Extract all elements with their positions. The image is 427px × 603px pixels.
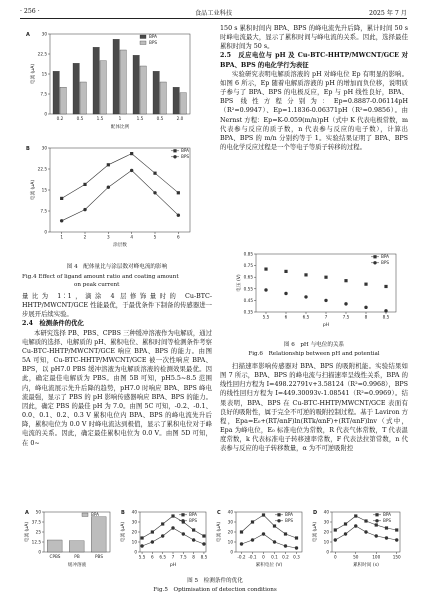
bar [91,517,106,552]
fig4-caption-en [22,274,212,289]
y-tick-label: 10 [227,539,233,545]
legend-label: BPS [181,154,190,159]
y-tick-label: 20 [131,529,137,535]
data-point [107,186,110,189]
y-tick-label: 30 [41,145,47,151]
data-point [324,299,327,302]
y-tick-label: 0 [38,549,41,555]
legend-label: BPA [91,512,99,517]
x-tick-label: 150 [392,554,401,560]
bar [120,50,126,114]
legend-label: BPS [285,518,294,523]
bar [80,82,86,114]
x-axis-label: 累积电位 (V) [255,563,283,568]
data-point [364,283,367,286]
y-tick-label: 37.5 [31,519,41,525]
y-axis-label: 电流 (μA) [25,521,30,543]
data-point [107,163,110,166]
legend-label: BPA [189,512,197,517]
data-point [264,267,267,270]
x-tick-label: 6 [176,234,180,240]
bar [100,61,106,114]
panel-label: B [121,510,125,516]
bar [53,71,59,114]
x-tick-label: 1.5 [136,116,144,121]
data-point [364,519,367,522]
data-point [284,544,287,547]
data-point [153,191,156,194]
x-tick-label: 5.5 [138,554,146,560]
data-point [304,295,307,298]
data-point [173,155,176,158]
x-tick-label: 7.5 [342,314,350,320]
legend-label: BPA [285,512,293,517]
data-point [151,530,154,533]
bar [73,63,79,114]
data-point [295,536,298,539]
fig5-panel-b [118,506,210,572]
x-tick-label: 7.5 [179,554,187,560]
y-tick-label: 7.5 [40,91,47,97]
data-point [284,270,287,273]
y-tick-label: 0.75 [243,263,253,269]
y-tick-label: 40 [131,509,137,515]
x-tick-label: 50 [353,554,359,560]
data-point [375,513,378,516]
y-tick-label: 10 [323,539,329,545]
y-axis-label: 电流 (μA) [217,521,222,543]
x-tick-label: CPBS [49,554,61,559]
fig4-panel-b [22,140,212,258]
data-point [177,214,180,217]
data-point [171,526,174,529]
data-point [130,169,133,172]
data-point [140,536,143,539]
x-tick-label: 6.5 [159,554,167,560]
y-tick-label: 0.55 [243,286,253,292]
data-point [202,542,205,545]
x-tick-label: 1.5 [96,116,104,121]
x-tick-label: 8.5 [200,554,208,560]
y-tick-label: 50 [35,509,41,515]
data-point [153,172,156,175]
y-tick-label: 30 [227,519,233,525]
paragraph: 量比为 1∶1，滴涂 4 层修饰量时的 Cu-BTC-HHTP/MWCNT/GCE 性能最优，于最优条件下制备的传感器进一步展开后续实验。 [22,293,212,319]
data-point [375,534,378,537]
plot-frame [50,148,190,232]
data-point [171,514,174,517]
y-tick-label: 30 [131,519,137,525]
data-point [251,538,254,541]
fig6-caption-cn: 图 6 pH 与电位的关系 [283,342,345,348]
x-tick-label: 100 [372,554,381,560]
panel-label: B [26,146,30,152]
data-point [181,519,184,522]
x-axis-label: 配体比例 [110,125,130,130]
y-tick-label: 0 [44,111,47,117]
data-point [344,302,347,305]
legend-swatch [140,35,146,39]
y-tick-label: 10 [131,539,137,545]
x-tick-label: PB [74,554,80,559]
fig4-panel-a [22,26,212,141]
data-point [251,520,254,523]
data-point [304,273,307,276]
data-point [354,514,357,517]
panel-label: A [26,32,30,38]
paragraph: 150 s 累积时间内 BPA、BPS 的峰电流先升后降，累计时间 50 s 时峰电流最大，显示了累积时间与峰电流的关系。因此，选择最佳累积时间为 50 s。 [220,25,408,51]
x-tick-label: 2 [83,234,87,240]
paragraph: 扫描速率影响传感器对 BPA、BPS 的吸附机能。实验结果如图 7 所示，BPA、BPS 的峰电流与扫描速率呈线性关系，BPA 的线性回归方程为 I=498.22791v+3.58124（R²=0.9968），BPS 的线性回归方程为 I=449.30093v-1.08541（R²=0.9969）。结果表明，BPA、BPS 在 Cu-BTC-HHTP/MWCNT/GCE 表面有良好的吸附性，属于完全不可逆的吸附控制过程。基于 Laviron 方程，Epa=E₀+(RT/αnF)ln(RTk/αnF)+(RT/αnF)lnv（式中，Epa 为峰电位，E₀ 标准电位为常数，R 代表气体常数，T 代表温度常数，k 代表标准电子转移速率常数，F 代表法拉第常数，n 代表参与反应的电子转移数量，α 为不可逆吸附控 [220,363,408,453]
y-tick-label: 0.45 [243,297,253,303]
legend-label: BPS [383,518,392,523]
panel-label: A [25,510,29,516]
y-axis-label: 电流 (μA) [31,179,36,201]
legend-label: BPA [383,512,391,517]
data-point [375,519,378,522]
y-axis-label: 电流 (μA) [313,521,318,543]
issue-date: 2025 年 7 月 [369,10,407,17]
x-tick-label: 0 [333,554,337,560]
data-point [375,523,378,526]
y-axis-label: 电压 (V) [237,274,242,292]
data-point [344,522,347,525]
data-point [273,524,276,527]
data-point [373,261,376,264]
x-tick-label: 4 [130,234,134,240]
data-point [284,292,287,295]
x-tick-label: 0.5 [76,116,84,121]
data-point [385,536,388,539]
data-point [277,513,280,516]
y-tick-label: 0.85 [243,251,253,257]
bar [173,87,179,114]
y-tick-label: 22.5 [37,51,47,57]
data-point [395,528,398,531]
y-tick-label: 0 [134,549,137,555]
bar [160,82,166,114]
data-point [384,309,387,312]
fig5-panel-d [310,506,406,572]
x-tick-label: 0.2 [56,116,64,121]
x-tick-label: 8 [192,554,195,560]
bar [69,541,84,552]
bar [140,66,146,114]
data-point [83,208,86,211]
section-heading: 2.5 反应电位与 pH 及 Cu-BTC-HHTP/MWCNT/GCE 对 BPA、BPS 的电化学行为表征 [220,52,408,69]
paragraph: 实验研究表明电解质溶液的 pH 对峰电位 Ep 有明显的影响。如图 6 所示，Ep 随着电解质溶液的 pH 的增加而负位移，说明质子参与了 BPA、BPS 的电极反应，Ep 与 pH 线性良好，BPA、BPS 线性方程分别为：Ep=0.8887-0.06114pH（R²=0.9947）、Ep=1.1836-0.06371pH（R²=0.9856）。由 Nernst 方程：Ep=K-0.059(m/n)pH（式中 K 代表电极常数，m 代表参与反应的质子数，n 代表参与反应的电子数），计算出 BPA、BPS 的 m/n 分别约等于 1。实验结果证明了 BPA、BPS 的电化学反应过程是一个等电子等质子转移的过程。 [220,70,408,152]
x-tick-label: 8 [364,314,368,320]
y-tick-label: 15 [41,187,47,193]
page-header [20,6,407,19]
bar [180,93,186,114]
data-point [384,285,387,288]
data-point [161,522,164,525]
y-tick-label: 20 [323,529,329,535]
x-tick-label: 3 [106,234,110,240]
y-tick-label: 40 [323,509,329,515]
data-point [161,534,164,537]
fig4-caption-en-line: Fig.4 Effect of ligand amount ratio and coating amount [22,274,179,280]
y-tick-label: 20 [227,529,233,535]
data-point [192,538,195,541]
y-tick-label: 0 [230,549,233,555]
data-point [334,528,337,531]
data-point [277,519,280,522]
x-tick-label: 7 [324,314,328,320]
bar [153,71,159,114]
y-tick-label: 7.5 [40,208,47,214]
y-tick-label: 12.5 [31,539,41,545]
x-tick-label: 0.1 [271,554,278,560]
fig5-caption-cn: 图 5 检测条件的优化 [187,578,243,584]
data-point [344,532,347,535]
right-column-text-top [220,24,408,246]
x-axis-label: pH [322,323,330,328]
section-heading: 2.4 检测条件的优化 [22,320,84,328]
x-axis-label: pH [169,563,177,568]
data-point [264,288,267,291]
x-tick-label: 6 [284,314,288,320]
data-point [262,513,265,516]
data-point [130,152,133,155]
data-point [364,306,367,309]
bar [93,47,99,114]
data-point [192,528,195,531]
data-point [202,534,205,537]
data-point [344,279,347,282]
legend-label: BPS [189,518,198,523]
y-tick-label: 0.35 [243,309,253,315]
y-tick-label: 22.5 [37,166,47,172]
x-tick-label: 5 [153,234,157,240]
x-tick-label: 1 [118,116,122,121]
paragraph: 本研究选择 PB、PBS、CPBS 三种缓冲溶液作为电解质，通过电解质的选择、电解质的 pH、累积电位、累积时间等检测条件考察 Cu-BTC-HHTP/MWCNT/GCE 响应 BPA、BPS 的能力。由图 5A 可知，Cu-BTC-HHTP/MWCNT/GCE 被一次性响应 BPA、BPS，以 pH7.0 PBS 缓冲溶液为电解质溶液的检测效果最优。因此，确定最佳电解质为 PBS。由图 5B 可知，pH5.5~8.5 范围内，峰电流展示先升后降的趋势，pH7.0 时响应 BPA、BPS 峰电流最强，显示了 PBS 的 pH 影响传感器响应 BPA、BPS 的能力。因此，确定 PBS 的最佳 pH 为 7.0。由图 5C 可知，-0.2、-0.1、0.0、0.1、0.2、0.3 V 累积电位内 BPA、BPS 的峰电流先升后降，累积电位为 0.0 V 时峰电流达到极值，显示了累积电位对于峰电流的关系。因此，确定最佳累积电位为 0.0 V。由图 5D 可知，在 0~ [22,329,212,447]
data-point [284,532,287,535]
y-tick-label: 15 [41,71,47,77]
x-tick-label: PBS [95,554,103,559]
x-tick-label: 6.5 [302,314,310,320]
data-point [395,538,398,541]
x-tick-label: -0.2 [237,554,246,560]
data-point [354,524,357,527]
data-point [324,276,327,279]
data-point [151,540,154,543]
legend-label: BPA [149,34,157,39]
data-point [334,538,337,541]
legend-swatch [140,41,146,45]
legend-label: BPS [381,260,390,265]
y-axis-label: 电流 (μA) [121,521,126,543]
data-point [60,219,63,222]
fig5-caption-en: Fig.5 Optimisation of detection conditions [153,587,277,593]
bar [60,87,66,114]
data-point [177,191,180,194]
y-axis-label: 电流 (μA) [31,63,36,85]
data-point [240,542,243,545]
data-point [273,540,276,543]
x-tick-label: 2.0 [176,116,184,121]
y-tick-label: 0 [326,549,329,555]
x-tick-label: 5.5 [262,314,270,320]
fig6-caption-en: Fig.6 Relationship between pH and potential [248,351,380,357]
fig4-caption-en-line: on peak current [74,281,120,288]
legend-label: BPS [149,40,158,45]
legend-swatch [82,513,88,517]
x-tick-label: 8.5 [382,314,390,320]
y-tick-label: 25 [35,529,41,535]
data-point [240,530,243,533]
data-point [60,197,63,200]
y-tick-label: 0.65 [243,274,253,280]
x-axis-label: 缓冲溶液 [67,563,87,568]
bar [113,39,119,114]
x-tick-label: 0.3 [293,554,300,560]
y-tick-label: 30 [323,519,329,525]
x-tick-label: 0.5 [156,116,164,121]
page-number: · 256 · [20,8,40,15]
bar [133,55,139,114]
fig6-chart [226,248,406,328]
x-axis-label: 涂层数 [113,243,127,248]
legend-label: BPA [381,254,389,259]
data-point [83,183,86,186]
data-point [385,526,388,529]
x-axis-label: 累积时间 (s) [353,563,379,568]
data-point [173,149,176,152]
data-point [140,544,143,547]
fig5-panel-a [22,506,114,572]
data-point [295,546,298,549]
data-point [373,255,376,258]
journal-name: 食品工业科技 [194,10,233,17]
data-point [364,530,367,533]
series-line [242,534,297,548]
panel-label: C [217,510,221,516]
data-point [181,513,184,516]
x-tick-label: -0.1 [248,554,257,560]
y-tick-label: 30 [41,31,47,37]
x-tick-label: 0 [262,554,265,560]
y-tick-label: 0 [44,229,47,235]
fig5-panel-c [214,506,306,572]
y-tick-label: 40 [227,509,233,515]
x-tick-label: 1 [60,234,64,240]
legend-label: BPA [181,148,189,153]
fig4-caption-cn: 图 4 配体量比与涂层数对峰电流的影响 [66,264,168,270]
panel-label: D [313,510,318,516]
data-point [182,532,185,535]
x-tick-label: 7 [171,554,175,560]
series-line [62,154,179,199]
x-tick-label: 6 [151,554,154,560]
data-point [262,532,265,535]
x-tick-label: 0.2 [282,554,289,560]
bar [47,540,62,552]
